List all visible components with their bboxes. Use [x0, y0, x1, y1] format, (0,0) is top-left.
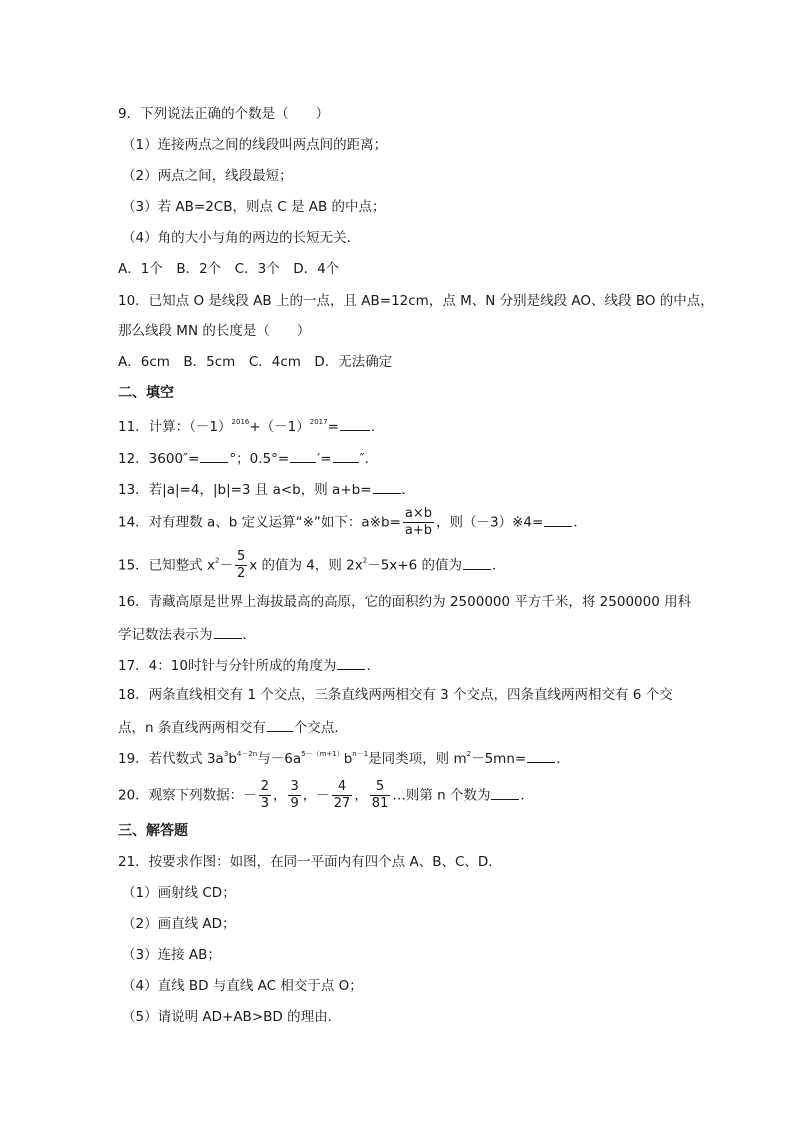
q12-text-b: °；0.5°= — [229, 451, 290, 467]
q12-text-a: 12．3600″= — [118, 451, 200, 467]
q12-text-d: ″． — [359, 451, 379, 467]
q20-text-b: …则第 n 个数为 — [392, 787, 491, 804]
q14 — [118, 506, 587, 539]
q20-fraction-4-numerator: 5 — [375, 779, 385, 794]
q11-exponent-2: 2017 — [309, 418, 328, 426]
q20-separator-2: ，－ — [302, 787, 330, 804]
q19 — [118, 748, 570, 768]
q20-fraction-3-denominator: 27 — [333, 796, 351, 811]
q19-text-f: －5mn= — [471, 751, 527, 767]
q20-fraction-2-denominator: 9 — [290, 796, 299, 811]
q20-answer-blank[interactable] — [491, 785, 519, 800]
q19-text-a: 19．若代数式 3a — [118, 751, 224, 767]
q14-fraction-denominator: a+b — [404, 523, 432, 538]
q19-exponent-3: 5－（m+1） — [301, 750, 344, 758]
q19-text-d: b — [343, 751, 353, 767]
q19-exponent-5: 2 — [466, 750, 472, 758]
q20-fraction-4 — [370, 779, 391, 812]
q19-exponent-4: n－1 — [352, 750, 369, 758]
q9-statement-4: （4）角的大小与角的两边的长短无关． — [122, 230, 361, 246]
q19-text-e: 是同类项，则 m — [368, 751, 467, 767]
q21-step-5: （5）请说明 AD+AB>BD 的理由． — [122, 1009, 342, 1025]
q16-text-b: ． — [242, 627, 256, 643]
q18-text-a: 点，n 条直线两两相交有 — [118, 720, 266, 736]
q13-text-b: ． — [401, 482, 416, 498]
q17-answer-blank[interactable] — [337, 655, 365, 670]
q20-fraction-3-numerator: 4 — [337, 779, 347, 794]
q20-text-c: ． — [520, 787, 534, 804]
q14-fraction-numerator: a×b — [404, 506, 432, 521]
q11-text-c: = — [327, 419, 339, 435]
q12-blank-1[interactable] — [200, 448, 228, 463]
q21-step-1: （1）画射线 CD； — [122, 885, 236, 901]
q20-separator-1: ， — [272, 787, 287, 804]
q11-exponent-1: 2016 — [231, 418, 250, 426]
q19-text-c: 与－6a — [257, 751, 302, 767]
q10-options: A．6cm B．5cm C．4cm D．无法确定 — [118, 354, 393, 370]
q20-fraction-2 — [288, 779, 300, 812]
q19-text-b: b — [228, 751, 237, 767]
q20-fraction-3 — [332, 779, 353, 812]
q15-exponent-1: 2 — [214, 556, 220, 565]
q13-answer-blank[interactable] — [373, 479, 401, 494]
q15-text-a: 15．已知整式 x — [118, 557, 215, 574]
q12-blank-2[interactable] — [290, 448, 316, 463]
q15-exponent-2: 2 — [362, 556, 368, 565]
q14-text-a: 14．对有理数 a、b 定义运算“※”如下：a※b= — [118, 514, 401, 531]
q19-text-g: ． — [556, 751, 570, 767]
q11-text-a: 11．计算：（－1） — [118, 419, 232, 435]
q13-text-a: 13．若|a|=4，|b|=3 且 a<b，则 a+b= — [118, 482, 372, 498]
q15-fraction-numerator: 5 — [236, 549, 246, 564]
q21-step-2: （2）画直线 AD； — [122, 916, 236, 932]
q11-text-b: +（－1） — [249, 419, 310, 435]
q9-statement-2: （2）两点之间，线段最短； — [122, 168, 293, 184]
q20-fraction-1-denominator: 3 — [260, 796, 269, 811]
q20-fraction-4-denominator: 81 — [371, 796, 389, 811]
q15-fraction-denominator: 2 — [236, 566, 246, 581]
q20-separator-3: ， — [354, 787, 368, 804]
q15 — [118, 549, 506, 582]
q11 — [118, 416, 384, 436]
q15-text-c: x 的值为 4，则 2x — [249, 557, 363, 574]
q9-options: A．1个 B．2个 C．3个 D．4个 — [118, 261, 340, 277]
q14-text-b: ，则（－3）※4= — [436, 514, 544, 531]
q12-text-c: ′= — [317, 451, 332, 467]
q20-fraction-1-numerator: 2 — [260, 779, 269, 794]
q20-text-a: 20．观察下列数据：－ — [118, 787, 257, 804]
q16-line-1: 16．青藏高原是世界上海拔最高的高原，它的面积约为 2500000 平方千米，将 2500000 用科 — [118, 594, 692, 610]
q17 — [118, 655, 380, 675]
q14-answer-blank[interactable] — [544, 512, 572, 527]
q16-text-a: 学记数法表示为 — [118, 627, 213, 643]
q13 — [118, 479, 415, 499]
q9-statement-3: （3）若 AB=2CB，则点 C 是 AB 的中点； — [122, 199, 386, 215]
q18-answer-blank[interactable] — [267, 717, 293, 732]
q11-text-d: ． — [370, 419, 385, 435]
q17-text-b: ． — [366, 658, 380, 674]
q20 — [118, 779, 534, 812]
q10-stem-line-1: 10．已知点 O 是线段 AB 上的一点，且 AB=12cm，点 M、N 分别是线段 AO、线段 BO 的中点， — [118, 293, 714, 309]
q10-stem-line-2: 那么线段 MN 的长度是（ ） — [118, 323, 311, 339]
section-heading-solutions: 三、解答题 — [118, 823, 188, 839]
q20-fraction-1 — [259, 779, 271, 812]
q15-text-e: ． — [492, 557, 506, 574]
q12-blank-3[interactable] — [333, 448, 359, 463]
q15-text-d: －5x+6 的值为 — [367, 557, 462, 574]
q15-text-b: － — [219, 557, 233, 574]
section-heading-fill-in: 二、填空 — [118, 385, 174, 401]
q19-exponent-2: 4－2n — [236, 750, 258, 758]
q16-line-2 — [118, 624, 256, 644]
q18-line-1: 18．两条直线相交有 1 个交点，三条直线两两相交有 3 个交点，四条直线两两相交有 6 个交 — [118, 687, 673, 703]
q11-answer-blank[interactable] — [340, 416, 370, 431]
q18-line-2 — [118, 717, 348, 737]
q9-statement-1: （1）连接两点之间的线段叫两点间的距离； — [122, 137, 388, 153]
q12 — [118, 448, 378, 468]
q19-answer-blank[interactable] — [527, 748, 555, 763]
q16-answer-blank[interactable] — [214, 624, 242, 639]
q20-fraction-2-numerator: 3 — [290, 779, 299, 794]
q15-fraction — [235, 549, 247, 582]
q15-answer-blank[interactable] — [463, 555, 491, 570]
q17-text-a: 17．4：10时针与分针所成的角度为 — [118, 658, 337, 674]
q18-text-b: 个交点． — [293, 720, 348, 736]
q21-step-4: （4）直线 BD 与直线 AC 相交于点 O； — [122, 978, 363, 994]
q19-exponent-1: 3 — [223, 750, 229, 758]
q14-fraction — [403, 506, 434, 539]
q21-step-3: （3）连接 AB； — [122, 947, 221, 963]
q14-text-c: ． — [573, 514, 587, 531]
q21-stem: 21．按要求作图：如图，在同一平面内有四个点 A、B、C、D． — [118, 854, 502, 870]
q9-stem: 9．下列说法正确的个数是（ ） — [118, 106, 330, 122]
